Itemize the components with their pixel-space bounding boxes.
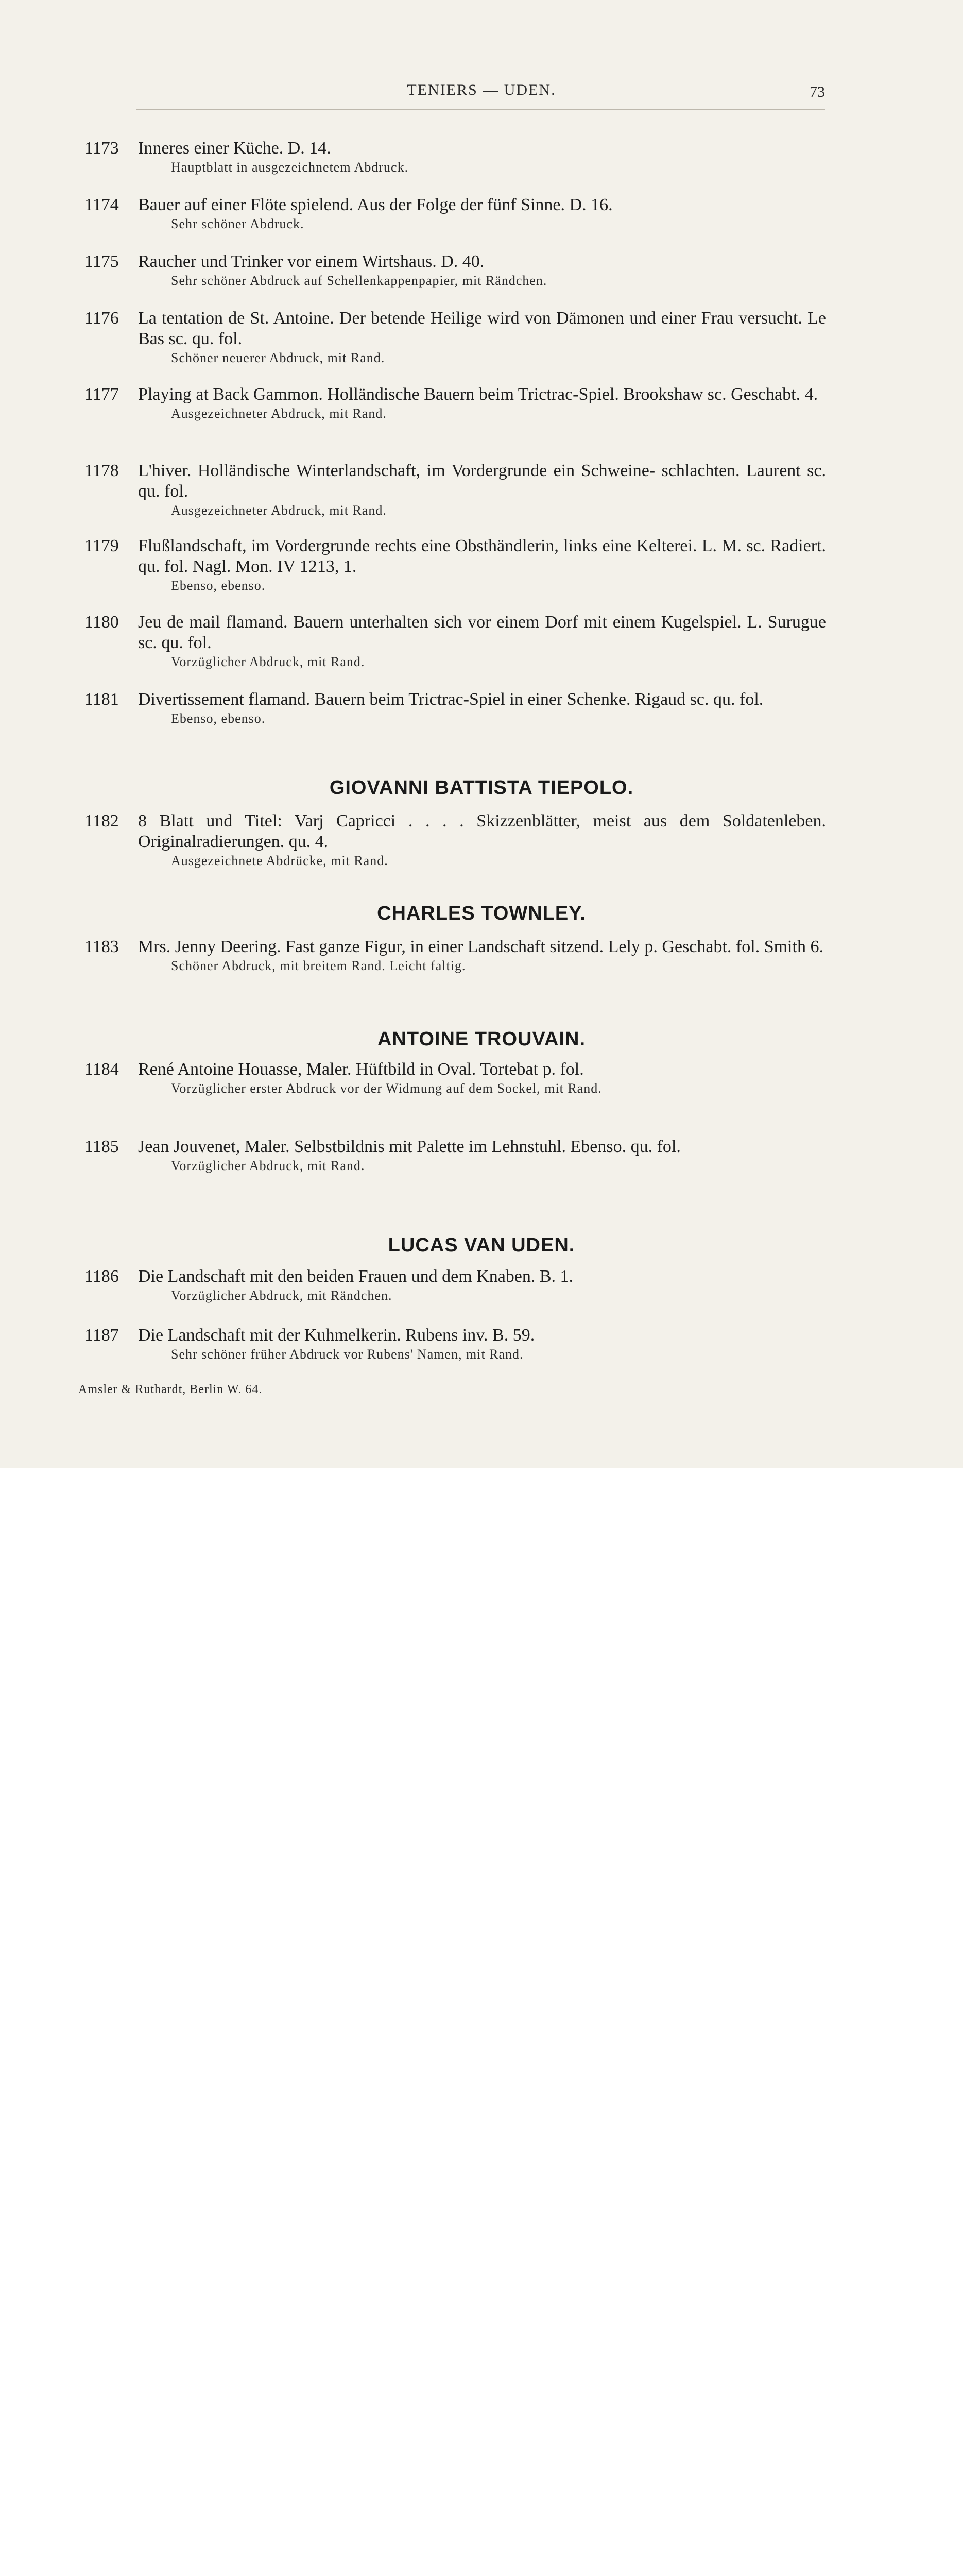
lot-description: 8 Blatt und Titel: Varj Capricci . . . . Skizzenblätter, meist aus dem Soldatenleben. Originalradierungen. qu. 4. (138, 811, 826, 851)
catalog-entry (84, 612, 826, 671)
lot-description: La tentation de St. Antoine. Der betende Heilige wird von Dämonen und einer Frau versucht. Le Bas sc. qu. fol. (138, 309, 826, 348)
catalog-entry (84, 1059, 826, 1097)
lot-description: L'hiver. Holländische Winterlandschaft, im Vordergrunde ein Schweine- schlachten. Laurent sc. qu. fol. (138, 461, 826, 501)
catalog-entry (84, 195, 826, 233)
lot-condition: Schöner neuerer Abdruck, mit Rand. (171, 350, 385, 365)
lot-number: 1174 (84, 195, 119, 214)
catalog-entry (84, 689, 826, 727)
lot-number: 1185 (84, 1137, 119, 1156)
lot-number: 1183 (84, 937, 119, 956)
lot-number: 1186 (84, 1267, 119, 1286)
lot-number: 1178 (84, 461, 119, 480)
lot-condition: Ausgezeichnete Abdrücke, mit Rand. (171, 853, 388, 868)
lot-condition: Vorzüglicher erster Abdruck vor der Widmung auf dem Sockel, mit Rand. (171, 1081, 602, 1096)
lot-condition: Ebenso, ebenso. (171, 578, 266, 593)
catalog-entry (84, 138, 826, 176)
lot-condition: Vorzüglicher Abdruck, mit Rand. (171, 654, 365, 669)
lot-description: Raucher und Trinker vor einem Wirtshaus. D. 40. (138, 252, 485, 271)
lot-description: Playing at Back Gammon. Holländische Bauern beim Trictrac-Spiel. Brookshaw sc. Geschabt. 4. (138, 385, 818, 404)
lot-condition: Sehr schöner früher Abdruck vor Rubens' Namen, mit Rand. (171, 1347, 524, 1362)
lot-description: Inneres einer Küche. D. 14. (138, 139, 331, 158)
lot-description: Flußlandschaft, im Vordergrunde rechts eine Obsthändlerin, links eine Kelterei. L. M. sc. Radiert. qu. fol. Nagl. Mon. IV 1213, 1. (138, 536, 826, 576)
lot-condition: Sehr schöner Abdruck. (171, 216, 304, 231)
lot-description: Die Landschaft mit der Kuhmelkerin. Rubens inv. B. 59. (138, 1326, 535, 1345)
catalog-entry (84, 937, 826, 975)
lot-condition: Ebenso, ebenso. (171, 711, 266, 726)
lot-condition: Ausgezeichneter Abdruck, mit Rand. (171, 503, 387, 518)
catalog-entry (84, 811, 826, 870)
catalog-entry (84, 536, 826, 595)
lot-description: Bauer auf einer Flöte spielend. Aus der Folge der fünf Sinne. D. 16. (138, 195, 613, 214)
lot-description: René Antoine Houasse, Maler. Hüftbild in Oval. Tortebat p. fol. (138, 1060, 584, 1079)
lot-condition: Schöner Abdruck, mit breitem Rand. Leicht faltig. (171, 958, 466, 973)
catalog-entry (84, 461, 826, 519)
lot-number: 1187 (84, 1326, 119, 1345)
lot-number: 1173 (84, 139, 119, 158)
lot-condition: Hauptblatt in ausgezeichnetem Abdruck. (171, 160, 409, 175)
header-rule (136, 109, 825, 110)
catalog-entry (84, 308, 826, 367)
section-heading: CHARLES TOWNLEY. (377, 903, 586, 924)
digitization-footer (0, 1468, 963, 1539)
page-number: 73 (810, 83, 825, 100)
lot-description: Mrs. Jenny Deering. Fast ganze Figur, in einer Landschaft sitzend. Lely p. Geschabt. fol. Smith 6. (138, 937, 823, 956)
lot-number: 1176 (84, 309, 119, 328)
section-heading: ANTOINE TROUVAIN. (377, 1028, 586, 1050)
lot-condition: Sehr schöner Abdruck auf Schellenkappenpapier, mit Rändchen. (171, 273, 547, 288)
lot-number: 1181 (84, 690, 119, 709)
catalog-entry (84, 1266, 826, 1304)
lot-description: Jeu de mail flamand. Bauern unterhalten sich vor einem Dorf mit einem Kugelspiel. L. Surugue sc. qu. fol. (138, 613, 826, 652)
lot-number: 1180 (84, 613, 119, 632)
lot-condition: Vorzüglicher Abdruck, mit Rand. (171, 1158, 365, 1173)
printer-imprint: Amsler & Ruthardt, Berlin W. 64. (78, 1383, 263, 1396)
catalog-entry (84, 1137, 826, 1175)
running-header: TENIERS — UDEN. (407, 81, 556, 98)
section-heading: GIOVANNI BATTISTA TIEPOLO. (329, 777, 634, 799)
lot-condition: Vorzüglicher Abdruck, mit Rändchen. (171, 1288, 392, 1303)
lot-number: 1184 (84, 1060, 119, 1079)
lot-description: Jean Jouvenet, Maler. Selbstbildnis mit Palette im Lehnstuhl. Ebenso. qu. fol. (138, 1137, 681, 1156)
lot-number: 1175 (84, 252, 119, 271)
catalog-entry (84, 1325, 826, 1363)
lot-number: 1182 (84, 811, 119, 831)
lot-condition: Ausgezeichneter Abdruck, mit Rand. (171, 406, 387, 421)
lot-number: 1179 (84, 536, 119, 555)
lot-description: Die Landschaft mit den beiden Frauen und dem Knaben. B. 1. (138, 1267, 574, 1286)
lot-description: Divertissement flamand. Bauern beim Trictrac-Spiel in einer Schenke. Rigaud sc. qu. fol. (138, 690, 764, 709)
section-heading: LUCAS VAN UDEN. (388, 1234, 575, 1256)
catalog-entry (84, 384, 826, 422)
lot-number: 1177 (84, 385, 119, 404)
catalog-entry (84, 251, 826, 290)
